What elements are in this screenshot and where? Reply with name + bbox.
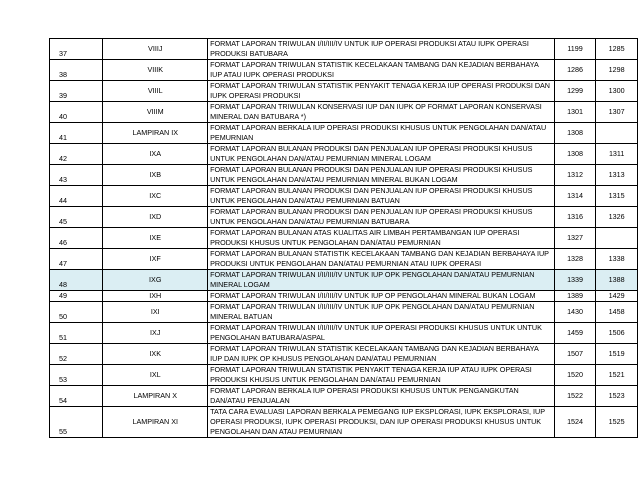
page-start-cell: 1524 [554,407,596,438]
appendix-code-cell: LAMPIRAN XI [103,407,208,438]
page-end-cell: 1519 [596,344,638,365]
page-start-cell: 1314 [554,186,596,207]
row-number-cell: 43 [50,165,103,186]
page-end-cell: 1300 [596,81,638,102]
page-start-cell: 1312 [554,165,596,186]
appendix-code-cell: IXG [103,270,208,291]
appendix-code-cell: IXH [103,291,208,302]
page-start-cell: 1520 [554,365,596,386]
page-start-cell: 1316 [554,207,596,228]
table-row [50,365,638,386]
document-table [49,38,638,438]
table-row [50,249,638,270]
row-number-cell: 42 [50,144,103,165]
table-row [50,207,638,228]
appendix-code-cell: LAMPIRAN X [103,386,208,407]
page-end-cell: 1315 [596,186,638,207]
row-number-cell: 41 [50,123,103,144]
page-start-cell: 1430 [554,302,596,323]
table-row [50,270,638,291]
row-number-cell: 45 [50,207,103,228]
format-title-cell: FORMAT LAPORAN TRIWULAN STATISTIK KECELAKAAN TAMBANG DAN KEJADIAN BERBAHAYA IUP ATAU IUPK OPERASI PRODUKSI [208,60,555,81]
format-title-cell: FORMAT LAPORAN BERKALA IUP OPERASI PRODUKSI KHUSUS UNTUK PENGOLAHAN DAN/ATAU PEMURNIAN [208,123,555,144]
format-title-cell: FORMAT LAPORAN BULANAN PRODUKSI DAN PENJUALAN IUP OPERASI PRODUKSI KHUSUS UNTUK PENGOLAHAN DAN/ATAU PEMURNIAN BATUAN [208,186,555,207]
page-end-cell: 1388 [596,270,638,291]
page-start-cell: 1389 [554,291,596,302]
page-start-cell: 1286 [554,60,596,81]
format-title-cell: FORMAT LAPORAN BULANAN STATISTIK KECELAKAAN TAMBANG DAN KEJADIAN BERBAHAYA IUP PRODUKSI UNTUK PENGOLAHAN DAN/ATAU PEMURNIAN ATAU IUPK OPERASI [208,249,555,270]
row-number-cell: 46 [50,228,103,249]
appendix-code-cell: IXK [103,344,208,365]
page-start-cell: 1308 [554,123,596,144]
table-row [50,407,638,438]
page-start-cell: 1299 [554,81,596,102]
row-number-cell: 48 [50,270,103,291]
page-end-cell [596,228,638,249]
row-number-cell: 39 [50,81,103,102]
page-end-cell: 1523 [596,386,638,407]
appendix-code-cell: VIIIM [103,102,208,123]
page-start-cell: 1328 [554,249,596,270]
appendix-code-cell: VIIIJ [103,39,208,60]
appendix-code-cell: VIIIK [103,60,208,81]
table-row [50,39,638,60]
appendix-code-cell: LAMPIRAN IX [103,123,208,144]
page-end-cell: 1506 [596,323,638,344]
table-row [50,102,638,123]
format-title-cell: FORMAT LAPORAN BULANAN PRODUKSI DAN PENJUALAN IUP OPERASI PRODUKSI KHUSUS UNTUK PENGOLAHAN DAN/ATAU PEMURNIAN BATUBARA [208,207,555,228]
table-row [50,81,638,102]
appendix-code-cell: IXC [103,186,208,207]
page-end-cell: 1458 [596,302,638,323]
table-row [50,228,638,249]
appendix-code-cell: VIIIL [103,81,208,102]
format-title-cell: FORMAT LAPORAN BULANAN PRODUKSI DAN PENJUALAN IUP OPERASI PRODUKSI KHUSUS UNTUK PENGOLAHAN DAN/ATAU PEMURNIAN MINERAL BUKAN LOGAM [208,165,555,186]
row-number-cell: 44 [50,186,103,207]
page-end-cell [596,123,638,144]
row-number-cell: 40 [50,102,103,123]
format-title-cell: FORMAT LAPORAN TRIWULAN I/II/III/IV UNTUK IUP OPERASI PRODUKSI KHUSUS UNTUK UNTUK PENGOLAHAN BATUBARA/ASPAL [208,323,555,344]
row-number-cell: 49 [50,291,103,302]
row-number-cell: 51 [50,323,103,344]
appendix-code-cell: IXA [103,144,208,165]
table-row [50,123,638,144]
page-start-cell: 1308 [554,144,596,165]
page-end-cell: 1298 [596,60,638,81]
page-end-cell: 1285 [596,39,638,60]
appendix-code-cell: IXE [103,228,208,249]
page-start-cell: 1327 [554,228,596,249]
page-end-cell: 1313 [596,165,638,186]
appendix-code-cell: IXL [103,365,208,386]
format-title-cell: FORMAT LAPORAN TRIWULAN STATISTIK PENYAKIT TENAGA KERJA IUP OPERASI PRODUKSI DAN IUPK OPERASI PRODUKSI [208,81,555,102]
row-number-cell: 54 [50,386,103,407]
page-end-cell: 1326 [596,207,638,228]
page-end-cell: 1525 [596,407,638,438]
format-title-cell: FORMAT LAPORAN BERKALA IUP OPERASI PRODUKSI KHUSUS UNTUK PENGANGKUTAN DAN/ATAU PENJUALAN [208,386,555,407]
row-number-cell: 53 [50,365,103,386]
page-start-cell: 1507 [554,344,596,365]
table-row [50,165,638,186]
row-number-cell: 47 [50,249,103,270]
page-start-cell: 1199 [554,39,596,60]
appendix-code-cell: IXD [103,207,208,228]
row-number-cell: 37 [50,39,103,60]
table-row [50,144,638,165]
format-title-cell: FORMAT LAPORAN TRIWULAN KONSERVASI IUP DAN IUPK OP FORMAT LAPORAN KONSERVASI MINERAL DAN BATUBARA *) [208,102,555,123]
appendix-code-cell: IXJ [103,323,208,344]
format-title-cell: FORMAT LAPORAN TRIWULAN I/II/III/IV UNTUK IUP OPERASI PRODUKSI ATAU IUPK OPERASI PRODUKSI BATUBARA [208,39,555,60]
table-row [50,386,638,407]
page-start-cell: 1301 [554,102,596,123]
page-start-cell: 1522 [554,386,596,407]
format-title-cell: FORMAT LAPORAN TRIWULAN STATISTIK PENYAKIT TENAGA KERJA IUP ATAU IUPK OPERASI PRODUKSI KHUSUS UNTUK PENGOLAHAN DAN/ATAU PEMURNIAN [208,365,555,386]
table-row [50,60,638,81]
table-row [50,344,638,365]
row-number-cell: 52 [50,344,103,365]
format-title-cell: FORMAT LAPORAN TRIWULAN I/II/III/IV UNTUK IUP OPK PENGOLAHAN DAN/ATAU PEMURNIAN MINERAL BATUAN [208,302,555,323]
page-end-cell: 1307 [596,102,638,123]
row-number-cell: 38 [50,60,103,81]
table-row [50,323,638,344]
table-row [50,291,638,302]
format-title-cell: FORMAT LAPORAN TRIWULAN I/II/III/IV UNTUK IUP OP PENGOLAHAN MINERAL BUKAN LOGAM [208,291,555,302]
table-body [50,39,638,438]
page-end-cell: 1521 [596,365,638,386]
table-row [50,186,638,207]
row-number-cell: 55 [50,407,103,438]
table-row [50,302,638,323]
format-title-cell: TATA CARA EVALUASI LAPORAN BERKALA PEMEGANG IUP EKSPLORASI, IUPK EKSPLORASI, IUP OPERASI PRODUKSI, IUPK OPERASI PRODUKSI, DAN IUP OPERASI PRODUKSI KHUSUS UNTUK PENGOLAHAN DAN ATAU PEMURNIAN [208,407,555,438]
appendix-code-cell: IXI [103,302,208,323]
page-end-cell: 1338 [596,249,638,270]
format-title-cell: FORMAT LAPORAN TRIWULAN I/II/III/IV UNTUK IUP OPK PENGOLAHAN DAN/ATAU PEMURNIAN MINERAL LOGAM [208,270,555,291]
page-end-cell: 1429 [596,291,638,302]
page-end-cell: 1311 [596,144,638,165]
format-title-cell: FORMAT LAPORAN TRIWULAN STATISTIK KECELAKAAN TAMBANG DAN KEJADIAN BERBAHAYA IUP DAN IUPK OP KHUSUS PENGOLAHAN DAN/ATAU PEMURNIAN [208,344,555,365]
page-start-cell: 1459 [554,323,596,344]
format-title-cell: FORMAT LAPORAN BULANAN ATAS KUALITAS AIR LIMBAH PERTAMBANGAN IUP OPERASI PRODUKSI KHUSUS UNTUK PENGOLAHAN DAN/ATAU PEMURNIAN [208,228,555,249]
page-start-cell: 1339 [554,270,596,291]
format-title-cell: FORMAT LAPORAN BULANAN PRODUKSI DAN PENJUALAN IUP OPERASI PRODUKSI KHUSUS UNTUK PENGOLAHAN DAN/ATAU PEMURNIAN MINERAL LOGAM [208,144,555,165]
row-number-cell: 50 [50,302,103,323]
appendix-code-cell: IXF [103,249,208,270]
appendix-code-cell: IXB [103,165,208,186]
